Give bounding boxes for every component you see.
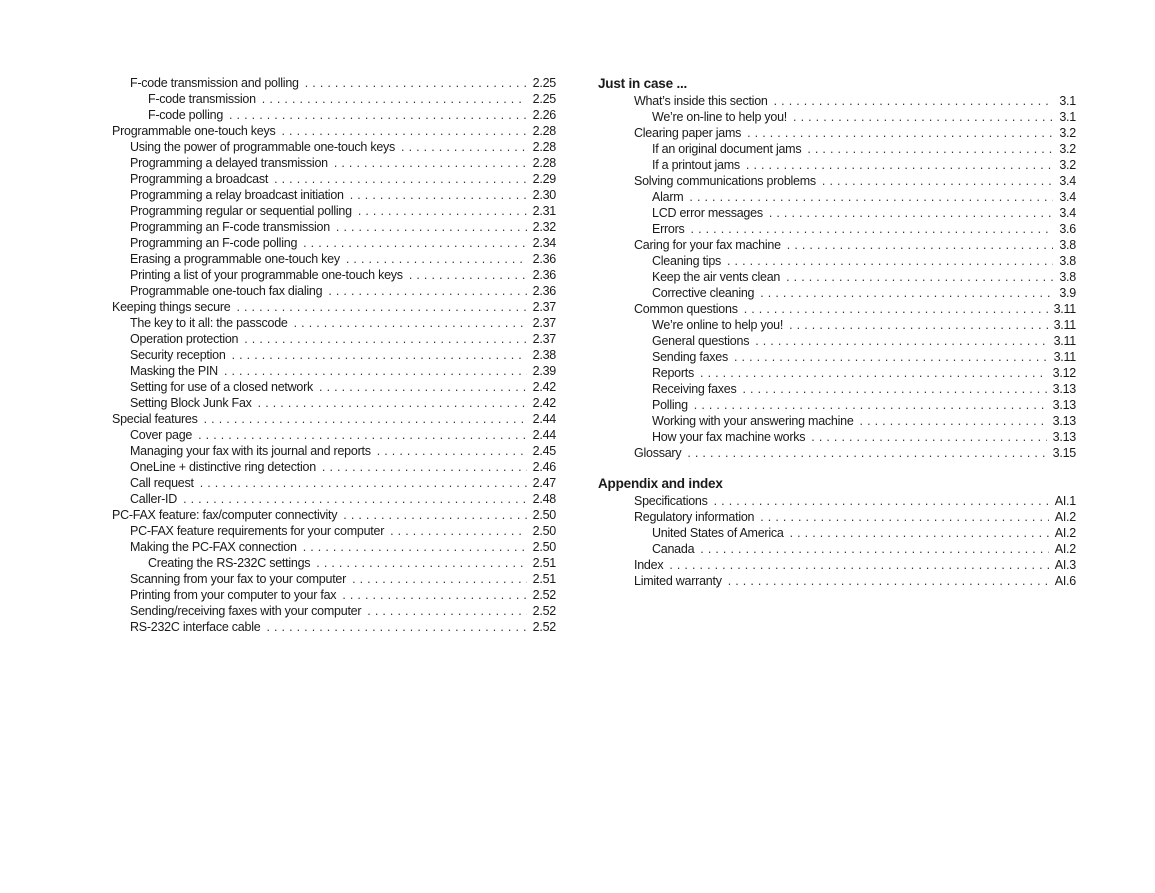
toc-entry-title: Using the power of programmable one-touch keys <box>130 140 396 154</box>
toc-entry-f-code-polling[interactable] <box>112 107 556 123</box>
toc-page-number: 3.13 <box>1052 414 1076 428</box>
dot-leader <box>687 445 1046 461</box>
dot-leader <box>787 237 1054 253</box>
toc-entry-title: Receiving faxes <box>652 382 737 396</box>
toc-entry-we-re-online-to-help-you[interactable] <box>634 317 1076 333</box>
dot-leader <box>691 221 1054 237</box>
toc-entry-title: Index <box>634 558 664 572</box>
toc-page-number: 3.11 <box>1053 334 1076 348</box>
toc-entry-title: Alarm <box>652 190 684 204</box>
toc-entry-special-features[interactable] <box>112 411 556 427</box>
toc-entry-title: We’re on-line to help you! <box>652 110 788 124</box>
dot-leader <box>200 475 527 491</box>
dot-leader <box>328 283 526 299</box>
toc-entry-title: PC-FAX feature requirements for your computer <box>130 524 385 538</box>
dot-leader <box>303 235 527 251</box>
toc-entry-title: We’re online to help you! <box>652 318 784 332</box>
section-heading-appendix-and-index: Appendix and index <box>598 476 723 491</box>
toc-entry-erasing-a-programmable-one-touch-key[interactable] <box>112 251 556 267</box>
dot-leader <box>401 139 527 155</box>
toc-page-number: 2.52 <box>532 620 556 634</box>
toc-entry-title: Programming an F-code polling <box>130 236 298 250</box>
dot-leader <box>204 411 527 427</box>
toc-entry-title: LCD error messages <box>652 206 763 220</box>
toc-entry-if-a-printout-jams[interactable] <box>634 157 1076 173</box>
toc-entry-title: Solving communications problems <box>634 174 816 188</box>
toc-entry-title: Operation protection <box>130 332 239 346</box>
toc-entry-title: Caller-ID <box>130 492 178 506</box>
toc-entry-polling[interactable] <box>634 397 1076 413</box>
toc-entry-programming-a-broadcast[interactable] <box>112 171 556 187</box>
dot-leader <box>390 523 527 539</box>
toc-entry-f-code-transmission-and-polling[interactable] <box>112 75 556 91</box>
toc-page-number: AI.3 <box>1054 558 1076 572</box>
toc-page-number: 3.4 <box>1059 190 1076 204</box>
toc-entry-caller-id[interactable] <box>112 491 556 507</box>
toc-entry-title: OneLine + distinctive ring detection <box>130 460 316 474</box>
toc-entry-oneline-distinctive-ring-detection[interactable] <box>112 459 556 475</box>
dot-leader <box>694 397 1047 413</box>
dot-leader <box>294 315 527 331</box>
toc-page-number: AI.2 <box>1054 542 1076 556</box>
toc-entry-keeping-things-secure[interactable] <box>112 299 556 315</box>
dot-leader <box>774 93 1054 109</box>
dot-leader <box>769 205 1054 221</box>
toc-page-number: 3.1 <box>1059 94 1076 108</box>
toc-page-number: 2.28 <box>532 156 556 170</box>
dot-leader <box>747 125 1053 141</box>
toc-entry-title: Programming regular or sequential polling <box>130 204 352 218</box>
dot-leader <box>669 557 1048 573</box>
toc-entry-if-an-original-document-jams[interactable] <box>634 141 1076 157</box>
toc-entry-managing-your-fax-with-its-journal-and-reports[interactable] <box>112 443 556 459</box>
toc-entry-solving-communications-problems[interactable] <box>634 173 1076 189</box>
toc-entry-common-questions[interactable] <box>634 301 1076 317</box>
toc-entry-title: Special features <box>112 412 198 426</box>
toc-entry-index[interactable] <box>634 557 1076 573</box>
toc-page-number: 2.51 <box>532 572 556 586</box>
toc-entry-title: Keeping things secure <box>112 300 231 314</box>
dot-leader <box>224 363 527 379</box>
toc-page-number: 3.2 <box>1059 158 1076 172</box>
toc-page-number: 2.25 <box>532 76 556 90</box>
toc-entry-title: Caring for your fax machine <box>634 238 781 252</box>
toc-page-number: 2.50 <box>532 524 556 538</box>
dot-leader <box>336 219 527 235</box>
section-entries <box>598 493 1076 589</box>
toc-page-number: 2.28 <box>532 124 556 138</box>
toc-entry-printing-from-your-computer-to-your-fax[interactable] <box>112 587 556 603</box>
toc-entry-how-your-fax-machine-works[interactable] <box>634 429 1076 445</box>
dot-leader <box>342 587 526 603</box>
dot-leader <box>714 493 1049 509</box>
dot-leader <box>316 555 526 571</box>
dot-leader <box>343 507 526 523</box>
toc-entry-title: Security reception <box>130 348 226 362</box>
dot-leader <box>377 443 527 459</box>
toc-entry-corrective-cleaning[interactable] <box>634 285 1076 301</box>
toc-page-number: 3.2 <box>1059 142 1076 156</box>
toc-entry-title: Common questions <box>634 302 738 316</box>
dot-leader <box>244 331 526 347</box>
toc-page-number: 2.38 <box>532 348 556 362</box>
dot-leader <box>183 491 527 507</box>
toc-entry-title: If an original document jams <box>652 142 802 156</box>
toc-entry-title: Managing your fax with its journal and reports <box>130 444 371 458</box>
dot-leader <box>811 429 1046 445</box>
toc-entry-title: Setting for use of a closed network <box>130 380 314 394</box>
dot-leader <box>689 189 1053 205</box>
toc-entry-title: Programming a delayed transmission <box>130 156 328 170</box>
toc-entry-programmable-one-touch-fax-dialing[interactable] <box>112 283 556 299</box>
toc-entry-title: Programming an F-code transmission <box>130 220 330 234</box>
toc-entry-title: Call request <box>130 476 194 490</box>
dot-leader <box>789 317 1047 333</box>
toc-entry-alarm[interactable] <box>634 189 1076 205</box>
dot-leader <box>303 539 527 555</box>
dot-leader <box>258 395 527 411</box>
toc-entry-title: Polling <box>652 398 688 412</box>
toc-entry-cover-page[interactable] <box>112 427 556 443</box>
toc-page-number: 3.12 <box>1052 366 1076 380</box>
toc-page-number: 2.25 <box>532 92 556 106</box>
dot-leader <box>346 251 527 267</box>
section-spacer <box>598 461 1076 475</box>
toc-entry-limited-warranty[interactable] <box>634 573 1076 589</box>
toc-page-number: 2.52 <box>532 604 556 618</box>
toc-entry-what-s-inside-this-section[interactable] <box>634 93 1076 109</box>
toc-page-number: 2.45 <box>532 444 556 458</box>
dot-leader <box>350 187 527 203</box>
toc-left-column <box>112 75 556 635</box>
dot-leader <box>700 541 1048 557</box>
toc-page-number: 2.31 <box>532 204 556 218</box>
dot-leader <box>281 123 526 139</box>
toc-page-number: 2.44 <box>532 428 556 442</box>
toc-entry-title: Programmable one-touch fax dialing <box>130 284 323 298</box>
toc-entry-title: RS-232C interface cable <box>130 620 261 634</box>
toc-entry-programming-a-delayed-transmission[interactable] <box>112 155 556 171</box>
dot-leader <box>236 299 526 315</box>
dot-leader <box>262 91 527 107</box>
toc-entry-lcd-error-messages[interactable] <box>634 205 1076 221</box>
toc-entry-canada[interactable] <box>634 541 1076 557</box>
toc-page-number: 2.46 <box>532 460 556 474</box>
toc-page-number: 2.51 <box>532 556 556 570</box>
toc-page-number: 3.13 <box>1052 430 1076 444</box>
dot-leader <box>352 571 527 587</box>
toc-page-number: 3.2 <box>1059 126 1076 140</box>
toc-page-number: 2.50 <box>532 508 556 522</box>
toc-entry-masking-the-pin[interactable] <box>112 363 556 379</box>
toc-entry-receiving-faxes[interactable] <box>634 381 1076 397</box>
toc-entry-title: General questions <box>652 334 750 348</box>
toc-page-number: 3.8 <box>1059 238 1076 252</box>
toc-page-number: 3.1 <box>1059 110 1076 124</box>
section-heading-just-in-case: Just in case ... <box>598 76 688 91</box>
toc-entry-title: Programming a broadcast <box>130 172 269 186</box>
toc-entry-title: United States of America <box>652 526 784 540</box>
toc-entry-title: Masking the PIN <box>130 364 218 378</box>
toc-entry-pc-fax-feature-fax-computer-connectivity[interactable] <box>112 507 556 523</box>
toc-entry-title: F-code polling <box>148 108 224 122</box>
dot-leader <box>786 269 1053 285</box>
toc-page-number: AI.2 <box>1054 526 1076 540</box>
toc-page-number: 3.6 <box>1059 222 1076 236</box>
toc-page-number: AI.1 <box>1054 494 1076 508</box>
dot-leader <box>822 173 1053 189</box>
toc-page-number: 3.9 <box>1059 286 1076 300</box>
toc-page-number: 2.30 <box>532 188 556 202</box>
toc-page-number: 3.11 <box>1053 350 1076 364</box>
dot-leader <box>305 75 527 91</box>
toc-entry-programming-an-f-code-polling[interactable] <box>112 235 556 251</box>
dot-leader <box>728 573 1049 589</box>
toc-entry-title: Creating the RS-232C settings <box>148 556 311 570</box>
toc-entry-programmable-one-touch-keys[interactable] <box>112 123 556 139</box>
toc-entry-title: Errors <box>652 222 685 236</box>
toc-entry-title: Making the PC-FAX connection <box>130 540 297 554</box>
toc-entry-programming-a-relay-broadcast-initiation[interactable] <box>112 187 556 203</box>
toc-entry-keep-the-air-vents-clean[interactable] <box>634 269 1076 285</box>
dot-leader <box>198 427 527 443</box>
toc-page-number: 2.36 <box>532 284 556 298</box>
toc-entry-pc-fax-feature-requirements-for-your-computer[interactable] <box>112 523 556 539</box>
toc-page-number: 2.26 <box>532 108 556 122</box>
toc-entry-security-reception[interactable] <box>112 347 556 363</box>
toc-entry-title: Reports <box>652 366 695 380</box>
dot-leader <box>727 253 1053 269</box>
toc-entry-f-code-transmission[interactable] <box>112 91 556 107</box>
dot-leader <box>409 267 527 283</box>
toc-entry-title: Limited warranty <box>634 574 722 588</box>
toc-entry-title: Keep the air vents clean <box>652 270 781 284</box>
toc-page-number: 2.34 <box>532 236 556 250</box>
dot-leader <box>358 203 527 219</box>
dot-leader <box>790 525 1049 541</box>
toc-entry-title: Scanning from your fax to your computer <box>130 572 347 586</box>
toc-page-number: 3.8 <box>1059 254 1076 268</box>
dot-leader <box>760 509 1048 525</box>
toc-entry-title: Specifications <box>634 494 708 508</box>
toc-entry-title: F-code transmission and polling <box>130 76 299 90</box>
dot-leader <box>319 379 527 395</box>
toc-entry-programming-an-f-code-transmission[interactable] <box>112 219 556 235</box>
toc-entry-glossary[interactable] <box>634 445 1076 461</box>
toc-entry-title: Cleaning tips <box>652 254 722 268</box>
toc-entry-title: F-code transmission <box>148 92 256 106</box>
dot-leader <box>807 141 1053 157</box>
toc-page-number: 3.4 <box>1059 174 1076 188</box>
toc-entry-title: Programmable one-touch keys <box>112 124 276 138</box>
toc-page-number: 2.32 <box>532 220 556 234</box>
toc-entry-title: Cover page <box>130 428 193 442</box>
toc-entry-united-states-of-america[interactable] <box>634 525 1076 541</box>
toc-entry-title: Regulatory information <box>634 510 755 524</box>
toc-page-number: 2.29 <box>532 172 556 186</box>
toc-entry-title: Canada <box>652 542 695 556</box>
toc-entry-sending-faxes[interactable] <box>634 349 1076 365</box>
toc-page-number: 2.44 <box>532 412 556 426</box>
toc-entry-sending-receiving-faxes-with-your-computer[interactable] <box>112 603 556 619</box>
dot-leader <box>274 171 527 187</box>
toc-entry-title: Glossary <box>634 446 682 460</box>
dot-leader <box>334 155 527 171</box>
toc-page-number: 2.37 <box>532 316 556 330</box>
toc-entry-setting-for-use-of-a-closed-network[interactable] <box>112 379 556 395</box>
toc-entry-title: Printing from your computer to your fax <box>130 588 337 602</box>
toc-entry-setting-block-junk-fax[interactable] <box>112 395 556 411</box>
toc-page-number: 2.37 <box>532 332 556 346</box>
toc-entry-title: Erasing a programmable one-touch key <box>130 252 340 266</box>
toc-entry-cleaning-tips[interactable] <box>634 253 1076 269</box>
toc-page-number: AI.2 <box>1054 510 1076 524</box>
toc-page-number: 3.13 <box>1052 398 1076 412</box>
toc-entry-title: PC-FAX feature: fax/computer connectivity <box>112 508 338 522</box>
toc-entry-title: What’s inside this section <box>634 94 768 108</box>
toc-page-number: 2.50 <box>532 540 556 554</box>
toc-page-number: 2.42 <box>532 396 556 410</box>
dot-leader <box>700 365 1047 381</box>
toc-entry-programming-regular-or-sequential-polling[interactable] <box>112 203 556 219</box>
toc-page-number: 3.11 <box>1053 302 1076 316</box>
dot-leader <box>760 285 1053 301</box>
toc-right-column <box>598 75 1076 589</box>
dot-leader <box>860 413 1047 429</box>
toc-page-number: 2.42 <box>532 380 556 394</box>
dot-leader <box>322 459 527 475</box>
toc-entry-errors[interactable] <box>634 221 1076 237</box>
toc-page-number: 3.15 <box>1052 446 1076 460</box>
toc-page-number: 3.8 <box>1059 270 1076 284</box>
toc-entry-specifications[interactable] <box>634 493 1076 509</box>
toc-entry-title: Sending faxes <box>652 350 728 364</box>
toc-page-number: 3.4 <box>1059 206 1076 220</box>
toc-page-number: 2.52 <box>532 588 556 602</box>
dot-leader <box>746 157 1053 173</box>
toc-entry-rs-232c-interface-cable[interactable] <box>112 619 556 635</box>
toc-page-number: 3.11 <box>1053 318 1076 332</box>
toc-entry-the-key-to-it-all-the-passcode[interactable] <box>112 315 556 331</box>
toc-page-number: 2.48 <box>532 492 556 506</box>
toc-page-number: 2.39 <box>532 364 556 378</box>
section-entries <box>598 93 1076 461</box>
dot-leader <box>744 301 1048 317</box>
toc-entry-title: Corrective cleaning <box>652 286 755 300</box>
toc-page-number: 2.36 <box>532 252 556 266</box>
toc-page-number: 2.47 <box>532 476 556 490</box>
toc-entry-working-with-your-answering-machine[interactable] <box>634 413 1076 429</box>
toc-entry-using-the-power-of-programmable-one-touch-keys[interactable] <box>112 139 556 155</box>
toc-entry-scanning-from-your-fax-to-your-computer[interactable] <box>112 571 556 587</box>
dot-leader <box>755 333 1047 349</box>
dot-leader <box>266 619 526 635</box>
toc-entry-title: Working with your answering machine <box>652 414 854 428</box>
toc-entry-reports[interactable] <box>634 365 1076 381</box>
toc-entry-title: How your fax machine works <box>652 430 806 444</box>
dot-leader <box>793 109 1053 125</box>
toc-entry-printing-a-list-of-your-programmable-one-touch-keys[interactable] <box>112 267 556 283</box>
toc-entry-title: Sending/receiving faxes with your computer <box>130 604 362 618</box>
dot-leader <box>232 347 527 363</box>
toc-entry-title: Clearing paper jams <box>634 126 742 140</box>
dot-leader <box>734 349 1048 365</box>
toc-entry-call-request[interactable] <box>112 475 556 491</box>
toc-entry-title: The key to it all: the passcode <box>130 316 288 330</box>
toc-entry-title: Printing a list of your programmable one-touch keys <box>130 268 403 282</box>
toc-page-number: 2.28 <box>532 140 556 154</box>
toc-page-number: 2.36 <box>532 268 556 282</box>
toc-entry-general-questions[interactable] <box>634 333 1076 349</box>
toc-page-number: 2.37 <box>532 300 556 314</box>
toc-entry-title: Setting Block Junk Fax <box>130 396 252 410</box>
toc-page-number: 3.13 <box>1052 382 1076 396</box>
toc-entry-title: If a printout jams <box>652 158 740 172</box>
dot-leader <box>367 603 526 619</box>
dot-leader <box>229 107 527 123</box>
toc-entry-title: Programming a relay broadcast initiation <box>130 188 344 202</box>
toc-entry-creating-the-rs-232c-settings[interactable] <box>112 555 556 571</box>
dot-leader <box>743 381 1047 397</box>
toc-entry-we-re-on-line-to-help-you[interactable] <box>634 109 1076 125</box>
toc-entry-caring-for-your-fax-machine[interactable] <box>634 237 1076 253</box>
toc-entry-regulatory-information[interactable] <box>634 509 1076 525</box>
toc-entry-clearing-paper-jams[interactable] <box>634 125 1076 141</box>
toc-entry-making-the-pc-fax-connection[interactable] <box>112 539 556 555</box>
toc-entry-operation-protection[interactable] <box>112 331 556 347</box>
toc-page-number: AI.6 <box>1054 574 1076 588</box>
